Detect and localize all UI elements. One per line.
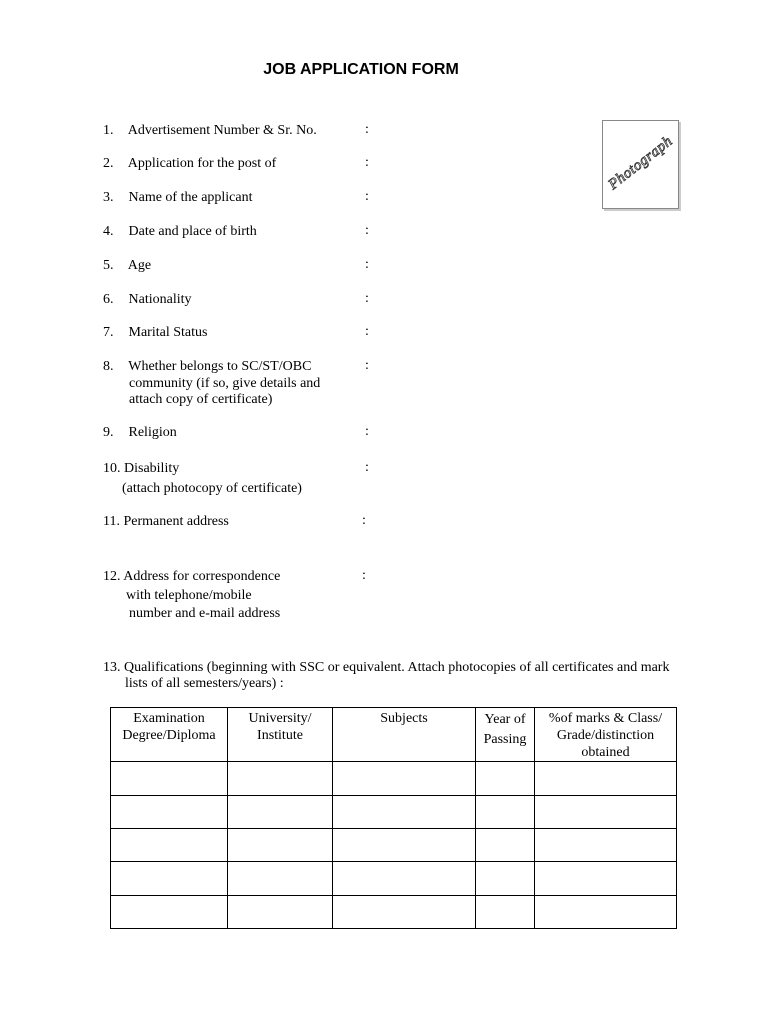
- table-cell[interactable]: [535, 862, 677, 895]
- table-row: [111, 895, 677, 928]
- header-university: University/ Institute: [228, 708, 333, 762]
- qualifications-heading: 13. Qualifications (beginning with SSC or equivalent. Attach photocopies of all certificates and mark lists of all semesters/years) :: [103, 660, 670, 691]
- header-examination: Examination Degree/Diploma: [111, 708, 228, 762]
- table-row: [111, 829, 677, 862]
- table-cell[interactable]: [111, 895, 228, 928]
- colon: :: [362, 513, 366, 528]
- table-cell[interactable]: [111, 795, 228, 828]
- table-cell[interactable]: [111, 862, 228, 895]
- field-sc-st-obc-line3: attach copy of certificate): [129, 392, 273, 407]
- table-cell[interactable]: [228, 895, 333, 928]
- table-cell[interactable]: [333, 795, 476, 828]
- colon: :: [365, 358, 369, 373]
- table-cell[interactable]: [535, 895, 677, 928]
- colon: :: [365, 460, 369, 475]
- table-row: [111, 862, 677, 895]
- table-row: [111, 795, 677, 828]
- table-cell[interactable]: [228, 762, 333, 795]
- field-applicant-name: 3. Name of the applicant: [103, 190, 253, 205]
- field-date-place-birth: 4. Date and place of birth: [103, 224, 257, 239]
- table-cell[interactable]: [228, 795, 333, 828]
- table-cell[interactable]: [535, 829, 677, 862]
- table-cell[interactable]: [333, 829, 476, 862]
- photograph-label: Photograph: [605, 133, 676, 194]
- table-header-row: [111, 708, 677, 762]
- header-marks: %of marks & Class/ Grade/distinction obtained: [535, 708, 677, 762]
- field-correspondence-line3: number and e-mail address: [129, 606, 281, 621]
- table-row: [111, 762, 677, 795]
- table-cell[interactable]: [111, 829, 228, 862]
- colon: :: [365, 291, 369, 306]
- qualifications-table: [110, 707, 677, 929]
- field-advertisement-number: 1. Advertisement Number & Sr. No.: [103, 123, 317, 138]
- table-cell[interactable]: [476, 795, 535, 828]
- table-cell[interactable]: [476, 895, 535, 928]
- field-disability: 10. Disability: [103, 461, 180, 476]
- table-cell[interactable]: [333, 895, 476, 928]
- colon: :: [365, 324, 369, 339]
- field-correspondence-address: 12. Address for correspondence: [103, 569, 281, 584]
- table-cell[interactable]: [476, 762, 535, 795]
- table-cell[interactable]: [228, 829, 333, 862]
- field-nationality: 6. Nationality: [103, 292, 192, 307]
- field-correspondence-line2: with telephone/mobile: [126, 588, 252, 603]
- header-year-of-passing: Year of Passing: [476, 708, 535, 762]
- field-religion: 9. Religion: [103, 425, 177, 440]
- field-marital-status: 7. Marital Status: [103, 325, 208, 340]
- colon: :: [365, 223, 369, 238]
- header-subjects: Subjects: [333, 708, 476, 762]
- colon: :: [362, 568, 366, 583]
- photograph-box: [602, 120, 679, 209]
- form-title: JOB APPLICATION FORM: [263, 61, 459, 78]
- table-cell[interactable]: [228, 862, 333, 895]
- colon: :: [365, 189, 369, 204]
- table-cell[interactable]: [333, 762, 476, 795]
- colon: :: [365, 155, 369, 170]
- table-cell[interactable]: [476, 862, 535, 895]
- colon: :: [365, 257, 369, 272]
- table-cell[interactable]: [111, 762, 228, 795]
- field-sc-st-obc-line2: community (if so, give details and: [129, 376, 321, 391]
- field-age: 5. Age: [103, 258, 152, 273]
- field-post-applied: 2. Application for the post of: [103, 156, 277, 171]
- field-disability-line2: (attach photocopy of certificate): [122, 481, 302, 496]
- table-cell[interactable]: [476, 829, 535, 862]
- table-cell[interactable]: [333, 862, 476, 895]
- colon: :: [365, 424, 369, 439]
- field-sc-st-obc: 8. Whether belongs to SC/ST/OBC: [103, 359, 312, 374]
- table-cell[interactable]: [535, 762, 677, 795]
- colon: :: [365, 122, 369, 137]
- table-cell[interactable]: [535, 795, 677, 828]
- field-permanent-address: 11. Permanent address: [103, 514, 229, 529]
